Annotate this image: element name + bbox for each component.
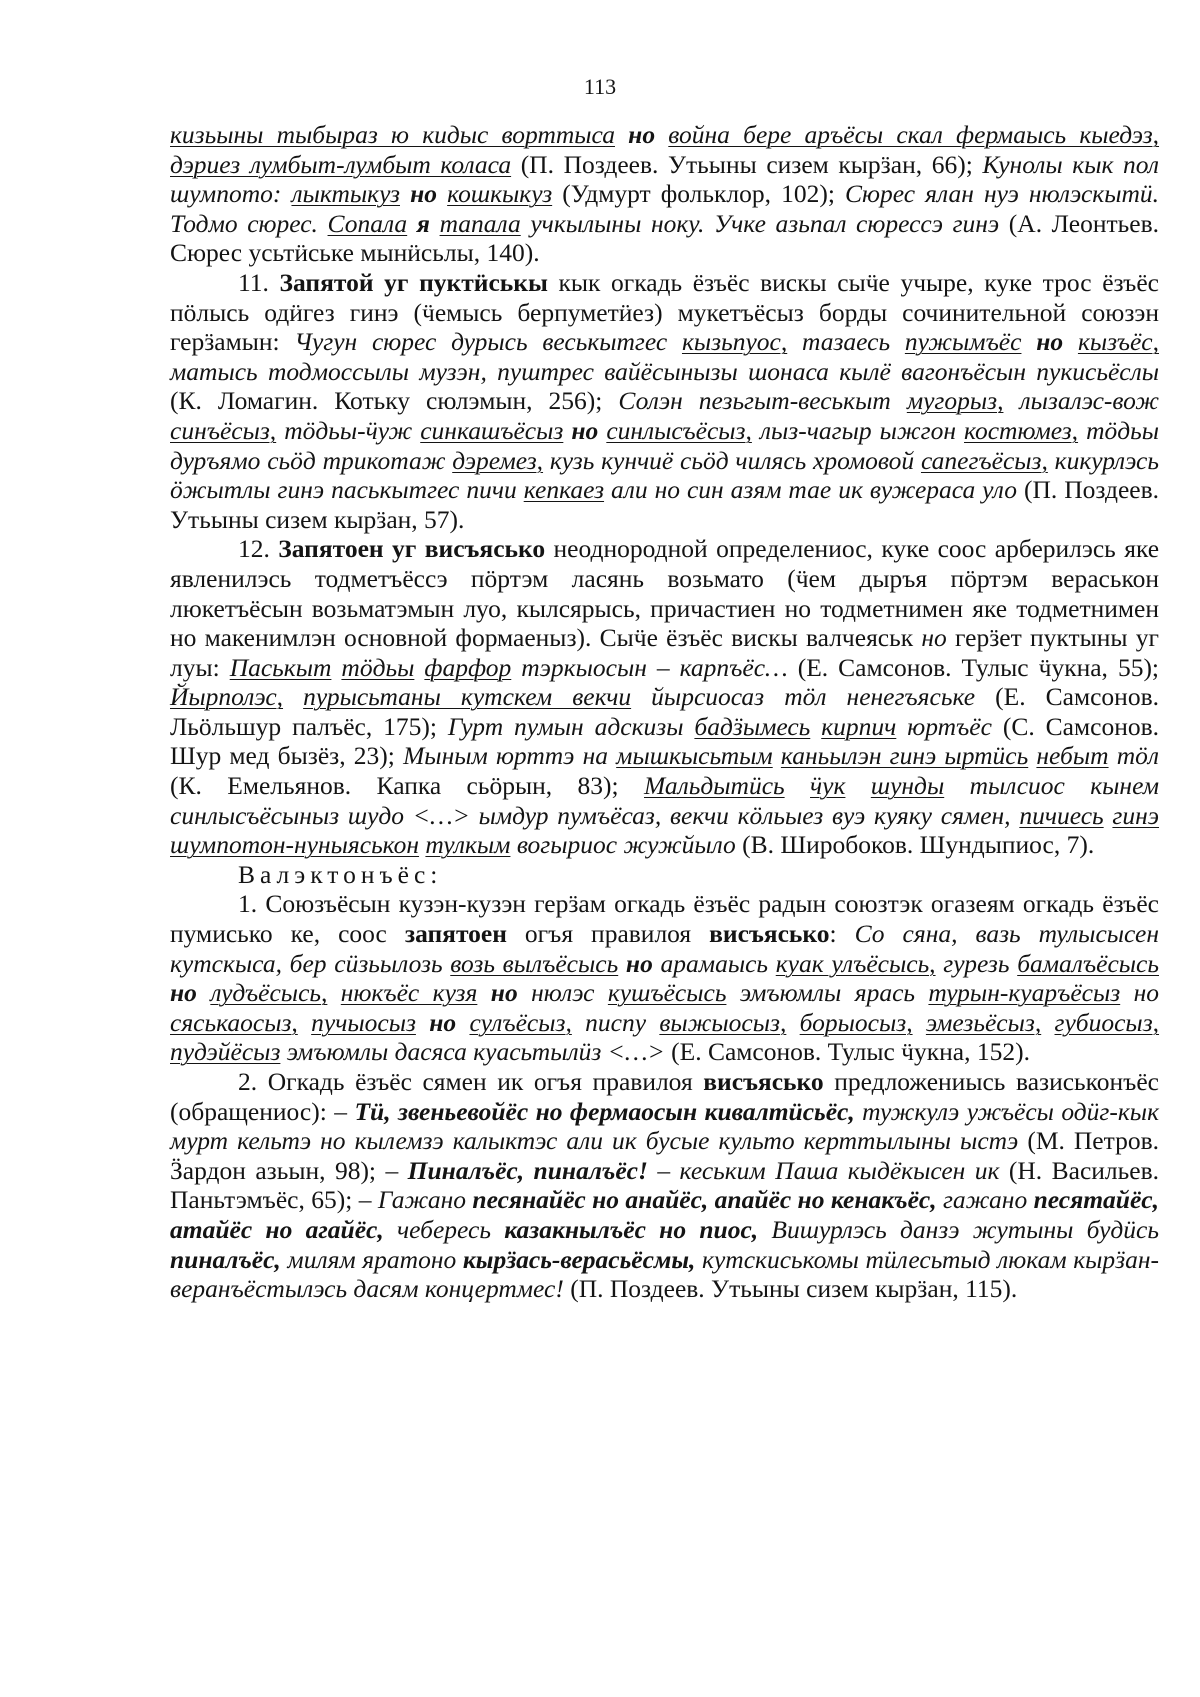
text-run: : bbox=[829, 919, 855, 949]
text-run bbox=[618, 949, 626, 978]
text-run bbox=[331, 653, 341, 682]
example-underlined-word: губиосыз, bbox=[1054, 1007, 1160, 1037]
example-underlined-word: тӧдьы bbox=[341, 652, 415, 682]
text-run: тазаесь bbox=[787, 327, 905, 357]
text-run: 11. bbox=[238, 267, 280, 297]
text-run bbox=[786, 1008, 799, 1037]
text-run bbox=[283, 682, 303, 711]
text-run: 2. Огкадь ёзъёс сямен ик огъя правилоя bbox=[238, 1067, 704, 1096]
text-run: (Н. Васильев. Паньтэмъёс, 65); – bbox=[170, 1155, 1159, 1215]
text-run: Со сяна, вазь тулысысен кутскыса, бер сӥзьылозь bbox=[170, 919, 1159, 978]
example-underlined-word: Мальдытӥсь bbox=[644, 771, 785, 801]
example-underlined-word: кошкыкуз bbox=[447, 179, 553, 209]
example-underlined-word: сяськаосыз, bbox=[170, 1007, 298, 1037]
example-underlined-word: синкашъёсыз bbox=[420, 415, 564, 445]
text-run: Пиналъёс, пиналъёс! bbox=[407, 1155, 648, 1185]
text-run: Запятоен уг висъясько bbox=[278, 534, 546, 564]
text-run: тужкулэ ужъёсы одӥг-кык мурт кельтэ но кылемзэ калыктэс али ик бусые культо керттылыны ыстэ bbox=[170, 1096, 1159, 1156]
example-underlined-word: Сопала bbox=[327, 208, 408, 238]
example-underlined-word: шунды bbox=[870, 771, 945, 801]
text-run: (Е. Самсонов. Льӧльшур палъёс, 175); bbox=[170, 682, 1159, 741]
text-run: Гажано bbox=[377, 1185, 473, 1215]
text-run: тӧдьы дуръямо сьӧд трикотаж bbox=[170, 415, 1160, 475]
text-run: Кунолы кык пол шумпото: bbox=[170, 149, 1160, 209]
text-run: гурезь bbox=[935, 948, 1018, 978]
text-run: (П. Поздеев. Утьыны сизем кырӟан, 57). bbox=[170, 475, 1159, 534]
text-run: (В. Широбоков. Шундыпиос, 7). bbox=[735, 830, 1095, 860]
text-run: огъя правилоя bbox=[506, 919, 710, 949]
text-run: писпу bbox=[571, 1007, 660, 1037]
text-run: (А. Леонтьев. Сюрес усьтӥське мынӥсьлы, 140). bbox=[170, 208, 1160, 268]
text-run: арамаысь bbox=[652, 948, 776, 978]
heading-exceptions bbox=[170, 860, 1159, 890]
text-run: (П. Поздеев. Утьыны сизем кырӟан, 66); bbox=[511, 149, 983, 179]
text-run: – кеським Паша кыдёкысен ик bbox=[647, 1155, 1000, 1185]
text-run bbox=[913, 1008, 926, 1037]
example-underlined-word: пурысьтаны кутскем векчи bbox=[303, 682, 632, 712]
text-run: Тӥ, звеньевойёс но фермаосын кивалтӥсьёс, bbox=[354, 1096, 855, 1126]
paragraph-note-2 bbox=[170, 1067, 1159, 1304]
text-run: герӟет пуктыны уг луы: bbox=[170, 623, 1159, 682]
example-underlined-word: кызьпуос, bbox=[681, 327, 788, 357]
text-run bbox=[437, 179, 447, 208]
example-underlined-word: сапегъёсыз, bbox=[920, 445, 1048, 475]
example-underlined-word: мышкысьтым bbox=[616, 741, 773, 771]
text-run: вогыриос жужйыло bbox=[510, 830, 736, 860]
text-run: (Е. Самсонов. Тулыс ӵукна, 55); bbox=[787, 652, 1160, 682]
text-run: (К. Емельянов. Капка сьӧрын, 83); bbox=[170, 771, 644, 801]
text-run: тӧл bbox=[1108, 741, 1160, 771]
example-underlined-word: Йырполэс, bbox=[170, 682, 284, 712]
text-run: (П. Поздеев. Утьыны сизем кырӟан, 115). bbox=[563, 1274, 1018, 1304]
example-underlined-word: выжыосыз, bbox=[659, 1007, 787, 1037]
text-run: но bbox=[1036, 327, 1064, 357]
example-underlined-word: пучыосыз bbox=[311, 1007, 416, 1037]
text-run: матысь тодмоссылы музэн, пуштрес вайёсынызы шонаса кылё вагонъёсын пукисьёслы bbox=[170, 356, 1159, 386]
text-run: эмъюмлы дасяса куасьтылӥз <…> bbox=[280, 1037, 665, 1067]
text-run: предложениысь вазиськонъёс (обращениос): – bbox=[170, 1067, 1159, 1126]
example-underlined-word: дэремез, bbox=[452, 445, 544, 475]
text-run: кузь кунчиё сьӧд чилясь хромовой bbox=[543, 445, 921, 475]
text-run bbox=[414, 653, 424, 682]
text-run: запятоен bbox=[404, 919, 507, 949]
example-underlined-word: кепкаез bbox=[523, 475, 605, 505]
text-run bbox=[298, 1008, 311, 1037]
example-underlined-word: возь вылъёсысь bbox=[450, 948, 619, 978]
text-run: Сюрес ялан нуэ нюлэскытӥ. Тодмо сюрес. bbox=[170, 179, 1160, 238]
text-run: пиналъёс, bbox=[170, 1244, 281, 1274]
text-run: Гурт пумын адскизы bbox=[447, 711, 695, 741]
text-run bbox=[845, 771, 870, 800]
example-underlined-word: тапала bbox=[439, 208, 521, 238]
text-run bbox=[810, 712, 821, 741]
text-run: но bbox=[490, 978, 518, 1008]
example-underlined-word: куак улъёсысь, bbox=[775, 948, 936, 978]
example-underlined-word: костюмез, bbox=[964, 415, 1079, 445]
text-run bbox=[1021, 327, 1036, 356]
example-underlined-word: мугорыз, bbox=[906, 386, 1004, 416]
example-underlined-word: эмезьёсыз, bbox=[925, 1007, 1042, 1037]
text-run: но bbox=[921, 623, 947, 653]
text-run bbox=[197, 978, 210, 1007]
text-run: йырсиосаз тӧл ненегъяське bbox=[631, 682, 976, 712]
text-run: но bbox=[625, 948, 653, 978]
example-underlined-word: лыктыкуз bbox=[291, 179, 400, 209]
text-run: (Е. Самсонов. Тулыс ӵукна, 152). bbox=[664, 1037, 1030, 1067]
text-run: (М. Петров. Ӟардон азьын, 98); – bbox=[170, 1126, 1160, 1185]
example-underlined-word: фарфор bbox=[424, 652, 512, 682]
text-run: кикурлэсь ӧжытлы гинэ паськытгес пичи bbox=[170, 445, 1159, 505]
example-underlined-word: пудэйёсыз bbox=[170, 1037, 281, 1067]
text-run bbox=[1041, 1008, 1054, 1037]
paragraph-continuation bbox=[170, 120, 1159, 268]
text-run: кык огкадь ёзъёс вискы сыӵе учыре, куке трос ёзъёс пӧлысь одӥгез гинэ (ӵемысь берпуметӥез) мукетъёсыз борды сочинительной союзэн герӟамын: bbox=[170, 267, 1159, 357]
paragraph-note-1 bbox=[170, 889, 1159, 1067]
text-run: песянайёс но анайёс, апайёс но кенакъёс, bbox=[472, 1185, 937, 1215]
example-underlined-word: война бере аръёсы скал фермаысь кыедэз, дэриез лумбыт-лумбыт коласа bbox=[170, 120, 1160, 179]
example-underlined-word: небыт bbox=[1036, 741, 1109, 771]
text-run: Чугун сюрес дурысь веськытгес bbox=[294, 327, 682, 357]
example-underlined-word: кирпич bbox=[821, 711, 897, 741]
text-run: милям яратоно bbox=[280, 1244, 463, 1274]
example-underlined-word: пичиесь bbox=[1019, 800, 1104, 830]
page-number: 113 bbox=[583, 74, 617, 99]
example-underlined-word: нюкъёс кузя bbox=[340, 978, 478, 1008]
paragraph-rule-11 bbox=[170, 268, 1159, 534]
text-run bbox=[416, 1008, 429, 1037]
text-run: лыз-чагыр ыжгон bbox=[751, 415, 965, 445]
page-body bbox=[170, 120, 1159, 1304]
text-run: но bbox=[1120, 978, 1160, 1008]
text-run: висъясько bbox=[703, 1067, 824, 1096]
text-run: Мыным юрттэ на bbox=[403, 741, 617, 771]
text-run: но bbox=[571, 415, 599, 445]
text-run: 1. Союзъёсын кузэн-кузэн герӟам огкадь ёзъёс радын союзтэк огазеям огкадь ёзъёс пумисько ке, соос bbox=[170, 889, 1159, 949]
text-run: кутскиськомы тӥлесьтыд люкам кырӟан-веранъёстылэсь дасям концертмес! bbox=[170, 1244, 1159, 1304]
text-run: Валэктонъёс: bbox=[238, 859, 443, 889]
text-run bbox=[477, 978, 490, 1007]
text-run: кырӟась-верасьёсмы, bbox=[462, 1244, 696, 1274]
text-run: казакнылъёс но пиос, bbox=[504, 1214, 759, 1244]
text-run bbox=[407, 209, 417, 238]
text-run: песятайёс, атайёс но агайёс, bbox=[170, 1185, 1159, 1244]
text-run: эмъюмлы ярась bbox=[726, 978, 929, 1008]
example-underlined-word: синлысъёсыз, bbox=[606, 415, 752, 445]
text-run: учкылыны ноку. Учке азьпал сюрессэ гинэ bbox=[520, 208, 1000, 238]
text-run bbox=[785, 771, 810, 800]
example-underlined-word: кизьыны тыбыраз ю кидыс ворттыса bbox=[170, 120, 615, 149]
text-run: висъясько bbox=[709, 919, 830, 949]
text-run bbox=[430, 209, 440, 238]
text-run: (К. Ломагин. Котьку сюлэмын, 256); bbox=[170, 386, 619, 416]
example-underlined-word: шумпотон-нуныяськон bbox=[170, 830, 420, 860]
example-underlined-word: тулкым bbox=[425, 830, 511, 860]
example-underlined-word: гинэ bbox=[1112, 800, 1160, 830]
text-run: Вишурлэсь данзэ жутыны будӥсь bbox=[758, 1214, 1159, 1244]
text-run: тэркыосын – карпъёс… bbox=[511, 652, 788, 682]
text-run: я bbox=[416, 208, 430, 238]
example-underlined-word: ӵук bbox=[810, 771, 846, 801]
text-run: Солэн пезьгыт-веськыт bbox=[618, 386, 907, 416]
text-run: нюлэс bbox=[517, 978, 608, 1008]
text-run: но bbox=[429, 1007, 457, 1037]
example-underlined-word: борыосыз, bbox=[799, 1007, 913, 1037]
text-run bbox=[400, 179, 410, 208]
example-underlined-word: сулъёсыз, bbox=[469, 1007, 572, 1037]
example-underlined-word: бадӟымесь bbox=[694, 711, 811, 741]
text-run bbox=[615, 120, 628, 149]
text-run: тылсиос кынем синлысъёсыныз шудо <…> ымдур пумъёсаз, векчи кӧльыез вуэ куяку сямен, bbox=[170, 771, 1160, 830]
text-run bbox=[456, 1008, 469, 1037]
text-run: али но син азям тае ик вужераса уло bbox=[604, 475, 1017, 505]
text-run: гажано bbox=[936, 1185, 1034, 1215]
example-underlined-word: лудъёсысь, bbox=[210, 978, 328, 1008]
text-run: но bbox=[170, 978, 197, 1008]
example-underlined-word: турын-куаръёсыз bbox=[928, 978, 1121, 1008]
text-run: (Удмурт фольклор, 102); bbox=[552, 179, 846, 209]
example-underlined-word: кызъёс, bbox=[1077, 327, 1159, 357]
text-run: (С. Самсонов. Шур мед бызёз, 23); bbox=[170, 711, 1160, 771]
example-underlined-word: каньылэн гинэ ыртӥсь bbox=[780, 741, 1029, 771]
text-run: тӧдьы-ӵуж bbox=[276, 415, 421, 445]
example-underlined-word: пужымъёс bbox=[904, 327, 1022, 357]
text-run: Запятой уг пуктӥськы bbox=[279, 267, 548, 297]
text-run bbox=[655, 120, 668, 149]
text-run: но bbox=[410, 179, 438, 209]
example-underlined-word: бамалъёсысь bbox=[1017, 948, 1159, 978]
text-run: неоднородной определениос, куке соос арберилэсь яке явленилэсь тодметъёссэ пӧртэм ласянь возьмато (ӵем дыръя пӧртэм вераськон люкетъёсын возьматэмын луо, кылсярысь, причастиен но тодметнимен яке тодметнимен но макенимлэн основной формаеныз). Сыӵе ёзъёс вискы валчеяськ bbox=[170, 534, 1160, 653]
example-underlined-word: синъёсыз, bbox=[170, 415, 277, 445]
text-run: но bbox=[628, 120, 656, 149]
text-run: юртъёс bbox=[896, 711, 992, 741]
text-run: чебересь bbox=[383, 1214, 505, 1244]
text-run: лызалэс-вож bbox=[1003, 386, 1159, 416]
text-run bbox=[327, 978, 340, 1007]
text-run: 12. bbox=[238, 534, 279, 564]
example-underlined-word: кушъёсысь bbox=[607, 978, 727, 1008]
text-run bbox=[773, 741, 781, 770]
text-run bbox=[1063, 327, 1078, 356]
paragraph-rule-12 bbox=[170, 534, 1159, 860]
example-underlined-word: Паськыт bbox=[229, 652, 332, 682]
